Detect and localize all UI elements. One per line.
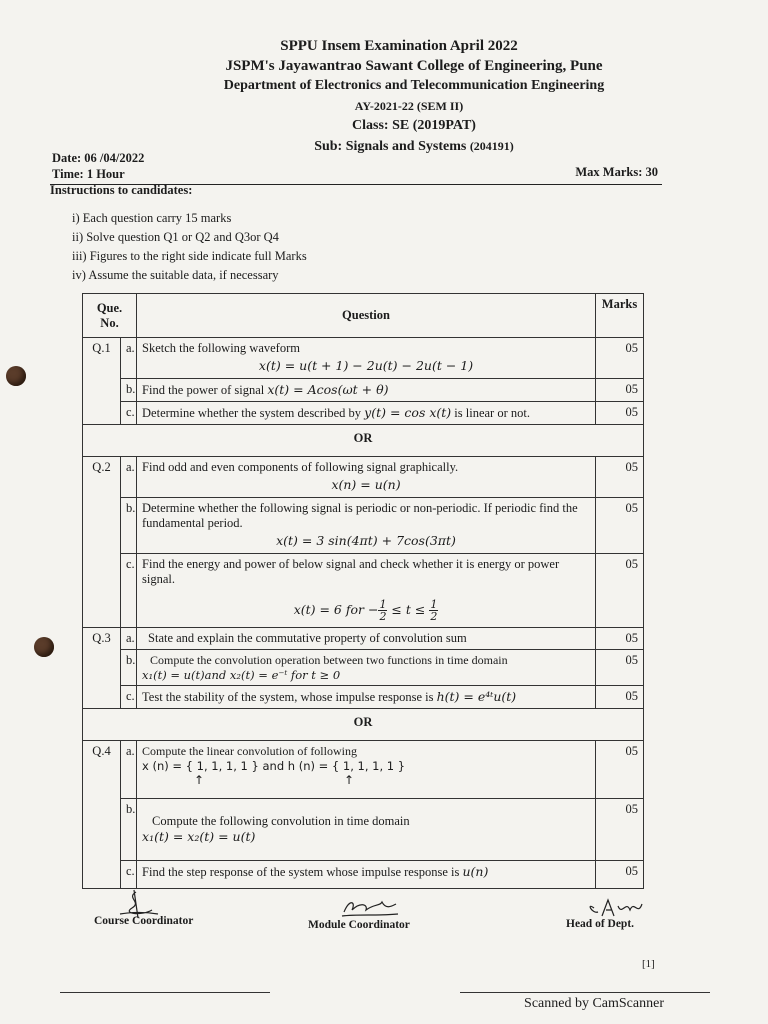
exam-date: Date: 06 /04/2022 [52,151,145,165]
fraction-denominator: 2 [379,610,387,623]
equation: x(n) = u(n) [331,477,401,492]
part-label: a. [121,628,137,650]
question-table [82,293,644,889]
question-text [137,650,596,686]
or-row [83,425,644,457]
table-header-row [83,294,644,338]
part-label: b. [121,379,137,402]
que-no-header [83,294,137,338]
marks-header: Marks [596,294,644,338]
question-text [137,741,596,799]
part-label: c. [121,861,137,889]
bottom-divider-left [60,992,270,993]
instruction-item: i) Each question carry 15 marks [72,211,232,225]
max-marks: Max Marks: 30 [575,165,658,179]
question-text-tail: is linear or not. [454,406,530,420]
question-text-line: Find the energy and power of below signal and check whether it is energy or power signal. [142,557,560,586]
origin-arrows [194,773,590,787]
question-text [137,554,596,628]
course-coordinator-label: Course Coordinator [94,915,194,927]
fraction-numerator: 1 [430,598,438,611]
table-row [83,628,644,650]
marks-cell: 05 [596,402,644,425]
marks-cell: 05 [596,338,644,379]
marks-cell: 05 [596,861,644,889]
scanner-watermark: Scanned by CamScanner [524,996,664,1011]
question-number-empty [83,686,121,709]
part-label: c. [121,554,137,628]
table-row [83,498,644,554]
table-row [83,650,644,686]
part-label: a. [121,338,137,379]
question-text-line: Determine whether the following signal is periodic or non-periodic. If periodic find the fundamental period. [142,501,578,530]
question-number-empty [83,554,121,628]
question-text-line: Determine whether the system described by [142,406,362,420]
academic-year: AY-2021-22 (SEM II) [354,99,464,113]
part-label: b. [121,650,137,686]
part-label: b. [121,799,137,861]
part-label: b. [121,498,137,554]
question-header: Question [137,294,596,338]
or-row [83,709,644,741]
question-text [137,457,596,498]
arrow-up-icon: ↑ [344,773,355,787]
question-number: Q.4 [83,741,121,799]
class-name: Class: SE (2019PAT) [352,118,476,133]
exam-header [0,36,768,157]
arrow-up-icon: ↑ [194,773,205,787]
question-text-line: Find odd and even components of following signal graphically. [142,460,459,474]
equation: u(n) [462,864,489,879]
instructions-title: Instructions to candidates: [50,183,193,197]
table-row [83,861,644,889]
marks-cell: 05 [596,628,644,650]
table-row [83,799,644,861]
equation: x (n) = { 1, 1, 1, 1 } and h (n) = { 1, 1, 1, 1 } [142,759,406,773]
question-text-line: Test the stability of the system, whose impulse response is [142,690,434,704]
question-text-line: Compute the convolution operation between two functions in time domain [150,653,508,667]
page-number: [1] [642,958,655,970]
part-label: a. [121,741,137,799]
question-text [137,628,596,650]
question-text [137,379,596,402]
table-row [83,338,644,379]
question-text-line: Sketch the following waveform [142,341,300,355]
college-name: JSPM's Jayawantrao Sawant College of Engineering, Pune [225,58,603,74]
marks-cell: 05 [596,650,644,686]
equation: x₁(t) = x₂(t) = u(t) [142,829,256,844]
table-row [83,457,644,498]
subject-line [60,136,768,157]
question-number: Q.3 [83,628,121,650]
no-header-text: No. [100,315,119,330]
part-label: c. [121,686,137,709]
part-label: c. [121,402,137,425]
bottom-divider-right [460,992,710,993]
exam-time: Time: 1 Hour [52,167,125,181]
question-number-empty [83,799,121,861]
equation: x(t) = Acos(ωt + θ) [267,382,389,397]
equation: y(t) = cos x(t) [364,405,452,420]
fraction [429,599,438,622]
table-row [83,554,644,628]
subject-label: Sub: Signals and Systems [314,139,467,154]
part-label: a. [121,457,137,498]
marks-cell: 05 [596,686,644,709]
question-number-empty [83,861,121,889]
fraction-numerator: 1 [379,598,387,611]
marks-cell: 05 [596,799,644,861]
table-row [83,379,644,402]
question-number: Q.1 [83,338,121,379]
fraction-denominator: 2 [430,610,438,623]
instruction-item: iii) Figures to the right side indicate full Marks [72,249,307,263]
question-number-empty [83,650,121,686]
question-text-line: Find the step response of the system whose impulse response is [142,865,460,879]
question-text-line: Compute the following convolution in time domain [152,814,410,828]
question-text-line: Find the power of signal [142,383,265,397]
equation: x(t) = u(t + 1) − 2u(t) − 2u(t − 1) [258,358,474,373]
head-of-dept-label: Head of Dept. [566,918,635,930]
marks-cell: 05 [596,498,644,554]
equation: x(t) = 3 sin(4πt) + 7cos(3πt) [276,533,456,548]
table-row [83,402,644,425]
instruction-item: iv) Assume the suitable data, if necessary [72,268,279,282]
marks-cell: 05 [596,554,644,628]
exam-title: SPPU Insem Examination April 2022 [280,38,518,54]
equation [142,599,590,622]
equation-part: x(t) = 6 for − [293,602,379,617]
question-text [137,338,596,379]
punch-hole-bottom [34,637,54,657]
question-text [137,498,596,554]
question-text [137,686,596,709]
question-text-line: Compute the linear convolution of following [142,744,357,758]
punch-hole-top [6,366,26,386]
instructions-list [72,209,307,285]
marks-cell: 05 [596,457,644,498]
module-coordinator-signature [338,894,400,922]
question-number-empty [83,498,121,554]
subject-code: (204191) [469,139,514,153]
instruction-item: ii) Solve question Q1 or Q2 and Q3or Q4 [72,230,279,244]
equation: h(t) = e⁴ᵗu(t) [436,689,517,704]
question-text [137,799,596,861]
or-label: OR [83,709,644,741]
question-number: Q.2 [83,457,121,498]
que-header-text: Que. [96,300,123,315]
equation-part: ≤ t ≤ [387,602,430,617]
question-text [137,861,596,889]
question-text-line: State and explain the commutative property of convolution sum [148,631,467,645]
marks-cell: 05 [596,379,644,402]
or-label: OR [83,425,644,457]
marks-cell: 05 [596,741,644,799]
question-number-empty [83,379,121,402]
module-coordinator-label: Module Coordinator [308,919,410,931]
table-row [83,686,644,709]
equation: x₁(t) = u(t)and x₂(t) = e⁻ᵗ for t ≥ 0 [142,668,341,682]
question-number-empty [83,402,121,425]
department-name: Department of Electronics and Telecommunication Engineering [223,78,605,93]
table-row [83,741,644,799]
question-text [137,402,596,425]
